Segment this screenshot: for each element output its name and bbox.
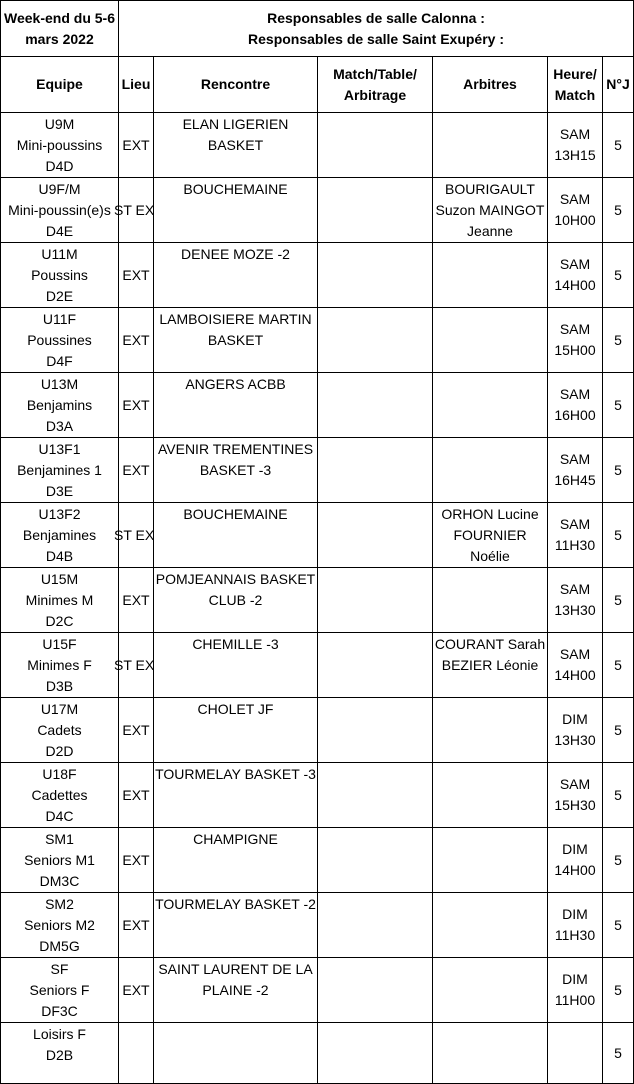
team-cell (1, 113, 119, 178)
venue-cell (119, 1023, 154, 1084)
team-cell (1, 698, 119, 763)
match-table-arbitrage-cell (318, 633, 433, 698)
round-number-cell: 5 (603, 698, 634, 763)
opponent-cell (154, 178, 318, 243)
referees-cell (433, 113, 548, 178)
match-hour: 13H30 (554, 602, 596, 618)
referees-cell (433, 633, 548, 698)
opponent-cell (154, 1023, 318, 1084)
team-cell (1, 893, 119, 958)
team-division: D4C (45, 808, 74, 824)
team-name: Loisirs F (33, 1026, 86, 1042)
match-day: SAM (559, 646, 591, 662)
venue-cell: EXT (119, 698, 154, 763)
venue-cell: EXT (119, 568, 154, 633)
match-table-arbitrage-cell (318, 438, 433, 503)
match-hour: 15H30 (554, 797, 596, 813)
match-table-arbitrage-cell (318, 178, 433, 243)
match-time-cell (548, 438, 603, 503)
team-name: Poussines (27, 332, 92, 348)
referees-cell (433, 308, 548, 373)
table-row (1, 893, 634, 958)
team-category: U11M (41, 246, 78, 262)
team-category: U15M (40, 571, 79, 587)
match-day: SAM (559, 776, 591, 792)
team-division: D3E (45, 483, 74, 499)
team-category: U18F (42, 766, 77, 782)
match-hour: 13H15 (554, 147, 596, 163)
venue-cell: EXT (119, 243, 154, 308)
opponent-name: POMJEANNAIS BASKET CLUB -2 (155, 571, 316, 608)
referees-cell (433, 1023, 548, 1084)
match-table-arbitrage-cell (318, 308, 433, 373)
match-hour: 16H00 (554, 407, 596, 423)
team-cell (1, 958, 119, 1023)
team-cell (1, 503, 119, 568)
table-row (1, 828, 634, 893)
referees-cell (433, 958, 548, 1023)
match-table-arbitrage-cell (318, 698, 433, 763)
match-day: SAM (559, 516, 591, 532)
team-name: Minimes F (27, 657, 92, 673)
round-number-cell: 5 (603, 438, 634, 503)
opponent-name: ANGERS ACBB (185, 376, 286, 392)
referee-line: Jeanne (467, 223, 513, 239)
venue-cell: EXT (119, 958, 154, 1023)
match-day: SAM (559, 386, 591, 402)
match-time-cell (548, 503, 603, 568)
opponent-cell (154, 698, 318, 763)
opponent-cell (154, 438, 318, 503)
table-row (1, 503, 634, 568)
match-time-cell (548, 698, 603, 763)
team-name: Benjamines (22, 527, 97, 543)
team-name: Cadettes (31, 787, 88, 803)
col-heure-match: Heure/ Match (548, 57, 603, 113)
round-number-cell: 5 (603, 113, 634, 178)
team-division: D4D (45, 158, 74, 174)
team-cell (1, 178, 119, 243)
table-row (1, 438, 634, 503)
match-day: DIM (562, 711, 588, 727)
opponent-name: LAMBOISIERE MARTIN BASKET (159, 311, 312, 348)
team-name: Mini-poussins (16, 137, 103, 153)
match-hour: 13H30 (554, 732, 596, 748)
round-number-cell: 5 (603, 828, 634, 893)
team-cell (1, 568, 119, 633)
team-name: Benjamines 1 (17, 462, 102, 478)
referee-line: COURANT Sarah (434, 636, 546, 652)
match-hour: 11H30 (554, 537, 596, 553)
table-row (1, 958, 634, 1023)
referees-cell (433, 503, 548, 568)
referees-cell (433, 178, 548, 243)
opponent-cell (154, 373, 318, 438)
match-day: SAM (559, 256, 591, 272)
opponent-name: TOURMELAY BASKET -2 (155, 896, 316, 912)
match-time-cell (548, 113, 603, 178)
match-table-arbitrage-cell (318, 763, 433, 828)
opponent-name: ELAN LIGERIEN BASKET (182, 116, 289, 153)
team-category: U15F (42, 636, 77, 652)
col-numero-journee: N°J (603, 57, 634, 113)
opponent-cell (154, 568, 318, 633)
venue-cell: ST EX (119, 178, 154, 243)
round-number-cell: 5 (603, 893, 634, 958)
match-time-cell (548, 243, 603, 308)
team-category: U11F (42, 311, 77, 327)
match-table-arbitrage-cell (318, 568, 433, 633)
opponent-cell (154, 958, 318, 1023)
team-name: Minimes M (25, 592, 94, 608)
match-time-cell (548, 1023, 603, 1084)
opponent-name: CHAMPIGNE (193, 831, 278, 847)
table-row (1, 698, 634, 763)
team-cell (1, 763, 119, 828)
round-number-cell: 5 (603, 568, 634, 633)
referee-line: BOURIGAULT (445, 181, 535, 197)
match-table-arbitrage-cell (318, 893, 433, 958)
opponent-cell (154, 828, 318, 893)
team-division: DM5G (39, 938, 80, 954)
team-division: D2C (45, 613, 74, 629)
match-table-arbitrage-cell (318, 958, 433, 1023)
match-hour: 10H00 (554, 212, 596, 228)
referee-line: FOURNIER (453, 527, 527, 543)
match-table-arbitrage-cell (318, 1023, 433, 1084)
column-header-row (1, 57, 634, 113)
opponent-name: AVENIR TREMENTINES BASKET -3 (157, 441, 314, 478)
round-number-cell: 5 (603, 308, 634, 373)
match-table-arbitrage-cell (318, 113, 433, 178)
team-cell (1, 438, 119, 503)
match-time-cell (548, 633, 603, 698)
team-division: D2D (45, 743, 74, 759)
team-name: Benjamins (26, 397, 93, 413)
venue-cell: ST EX (119, 503, 154, 568)
table-row (1, 178, 634, 243)
team-category: U13F1 (38, 441, 81, 457)
referee-line: Suzon MAINGOT (435, 202, 545, 218)
referees-cell (433, 698, 548, 763)
match-time-cell (548, 763, 603, 828)
team-division: D2E (45, 288, 74, 304)
venue-cell: EXT (119, 763, 154, 828)
team-category: U9F/M (38, 181, 81, 197)
team-category: U13F2 (38, 506, 81, 522)
match-day: SAM (559, 581, 591, 597)
team-name: Poussins (31, 267, 88, 283)
team-division: D3B (45, 678, 74, 694)
match-time-cell (548, 308, 603, 373)
table-row (1, 113, 634, 178)
team-division: DF3C (41, 1003, 78, 1019)
round-number-cell: 5 (603, 633, 634, 698)
match-day: SAM (559, 126, 591, 142)
col-match-table-arbitrage: Match/Table/ Arbitrage (318, 57, 433, 113)
table-row (1, 373, 634, 438)
opponent-cell (154, 763, 318, 828)
match-table-arbitrage-cell (318, 828, 433, 893)
match-day: DIM (562, 906, 588, 922)
match-day: SAM (559, 451, 591, 467)
team-division: D3A (45, 418, 74, 434)
venue-cell: EXT (119, 438, 154, 503)
match-time-cell (548, 828, 603, 893)
team-division: D4F (46, 353, 73, 369)
referees-cell (433, 373, 548, 438)
team-cell (1, 828, 119, 893)
opponent-name: BOUCHEMAINE (183, 181, 288, 197)
opponent-name: TOURMELAY BASKET -3 (155, 766, 316, 782)
table-row (1, 633, 634, 698)
weekend-title: Week-end du 5-6 mars 2022 (1, 1, 119, 57)
match-day: DIM (562, 971, 588, 987)
match-hour: 14H00 (554, 862, 596, 878)
match-time-cell (548, 373, 603, 438)
match-hour: 14H00 (554, 277, 596, 293)
team-name: Cadets (37, 722, 82, 738)
opponent-name: BOUCHEMAINE (183, 506, 288, 522)
opponent-name: DENEE MOZE -2 (181, 246, 290, 262)
col-equipe: Equipe (1, 57, 119, 113)
referee-line: ORHON Lucine (441, 506, 539, 522)
team-cell (1, 243, 119, 308)
match-time-cell (548, 568, 603, 633)
match-table-arbitrage-cell (318, 503, 433, 568)
team-cell (1, 1023, 119, 1084)
venue-cell: EXT (119, 893, 154, 958)
opponent-name: CHEMILLE -3 (192, 636, 279, 652)
team-name: Seniors M1 (24, 852, 95, 868)
referee-line: BEZIER Léonie (441, 657, 539, 673)
referees-cell (433, 828, 548, 893)
opponent-cell (154, 308, 318, 373)
team-division: DM3C (39, 873, 80, 889)
match-table-arbitrage-cell (318, 243, 433, 308)
referees-cell (433, 763, 548, 828)
round-number-cell: 5 (603, 1023, 634, 1084)
team-category: SM2 (45, 896, 74, 912)
opponent-cell (154, 633, 318, 698)
table-row (1, 568, 634, 633)
match-time-cell (548, 178, 603, 243)
venue-cell: EXT (119, 113, 154, 178)
team-category: SM1 (45, 831, 74, 847)
team-category: U17M (40, 701, 79, 717)
team-name: Mini-poussin(e)s (8, 202, 111, 218)
team-name: Seniors M2 (24, 917, 95, 933)
col-lieu: Lieu (119, 57, 154, 113)
table-row (1, 1023, 634, 1084)
team-category: SF (50, 961, 69, 977)
venue-cell: EXT (119, 828, 154, 893)
referees-cell (433, 438, 548, 503)
opponent-cell (154, 503, 318, 568)
table-row (1, 243, 634, 308)
referees-cell (433, 243, 548, 308)
venue-cell: EXT (119, 308, 154, 373)
venue-cell: EXT (119, 373, 154, 438)
table-row (1, 763, 634, 828)
team-division: D2B (45, 1047, 74, 1063)
team-division: D4E (45, 223, 74, 239)
referee-line: Noélie (470, 548, 510, 564)
opponent-cell (154, 893, 318, 958)
match-hour: 11H30 (554, 927, 596, 943)
col-rencontre: Rencontre (154, 57, 318, 113)
opponent-name: CHOLET JF (197, 701, 274, 717)
round-number-cell: 5 (603, 503, 634, 568)
venue-cell: ST EX (119, 633, 154, 698)
team-cell (1, 633, 119, 698)
team-cell (1, 373, 119, 438)
match-day: SAM (559, 321, 591, 337)
opponent-name: SAINT LAURENT DE LA PLAINE -2 (158, 961, 313, 998)
team-name: Seniors F (29, 982, 90, 998)
round-number-cell: 5 (603, 958, 634, 1023)
round-number-cell: 5 (603, 763, 634, 828)
match-time-cell (548, 958, 603, 1023)
opponent-cell (154, 243, 318, 308)
team-cell (1, 308, 119, 373)
match-time-cell (548, 893, 603, 958)
round-number-cell: 5 (603, 373, 634, 438)
team-category: U13M (40, 376, 79, 392)
match-day: SAM (559, 191, 591, 207)
round-number-cell: 5 (603, 243, 634, 308)
col-arbitres: Arbitres (433, 57, 548, 113)
table-row (1, 308, 634, 373)
referees-cell (433, 893, 548, 958)
match-day: DIM (562, 841, 588, 857)
team-category: U9M (44, 116, 75, 132)
match-hour: 14H00 (554, 667, 596, 683)
round-number-cell: 5 (603, 178, 634, 243)
match-table-arbitrage-cell (318, 373, 433, 438)
match-hour: 15H00 (554, 342, 596, 358)
hall-managers: Responsables de salle Calonna : Responsables de salle Saint Exupéry : (119, 1, 634, 57)
referees-cell (433, 568, 548, 633)
title-row (1, 1, 634, 57)
team-division: D4B (45, 548, 74, 564)
match-hour: 16H45 (554, 472, 596, 488)
match-hour: 11H00 (554, 992, 596, 1008)
opponent-cell (154, 113, 318, 178)
